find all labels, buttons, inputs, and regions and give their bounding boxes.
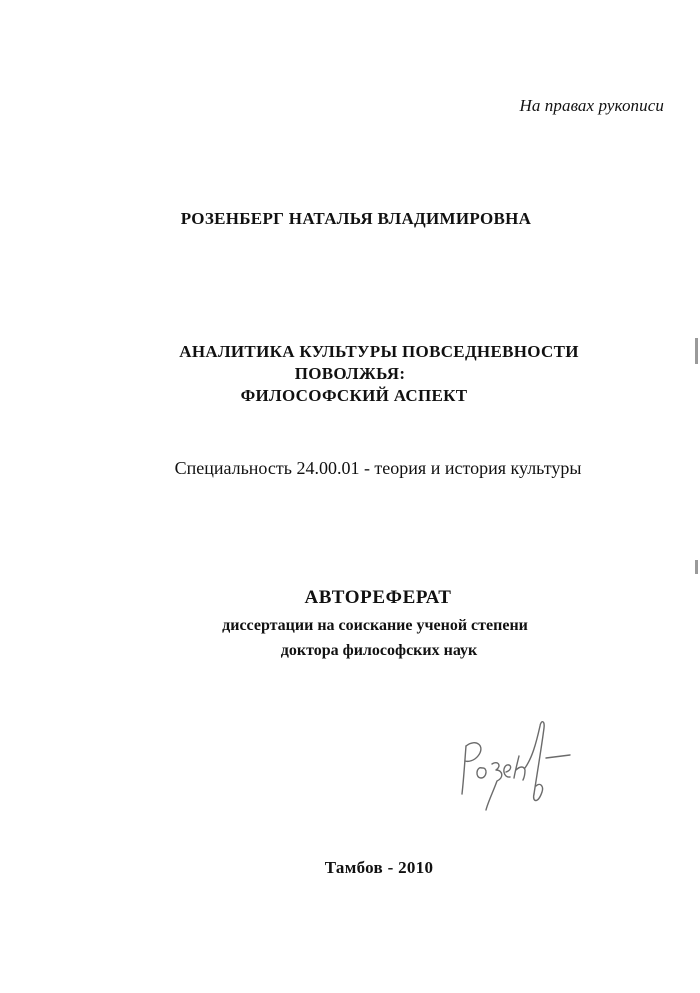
title-line: ПОВОЛЖЬЯ: bbox=[294, 364, 406, 383]
title-line: ФИЛОСОФСКИЙ АСПЕКТ bbox=[240, 386, 468, 405]
place-and-year: Тамбов - 2010 bbox=[324, 858, 434, 877]
rights-notice: На правах рукописи bbox=[519, 96, 664, 115]
dissertation-title bbox=[0, 341, 700, 407]
author-name: РОЗЕНБЕРГ НАТАЛЬЯ ВЛАДИМИРОВНА bbox=[180, 209, 532, 228]
title-line: АНАЛИТИКА КУЛЬТУРЫ ПОВСЕДНЕВНОСТИ bbox=[179, 342, 579, 361]
signature-icon bbox=[448, 706, 578, 816]
scan-edge-mark bbox=[695, 560, 698, 574]
abstract-heading: АВТОРЕФЕРАТ bbox=[304, 587, 452, 608]
abstract-line: доктора философских наук bbox=[280, 642, 478, 659]
abstract-line: диссертации на соискание ученой степени bbox=[222, 617, 528, 634]
specialty-line: Специальность 24.00.01 - теория и история культуры bbox=[174, 458, 582, 478]
abstract-description bbox=[0, 613, 700, 663]
